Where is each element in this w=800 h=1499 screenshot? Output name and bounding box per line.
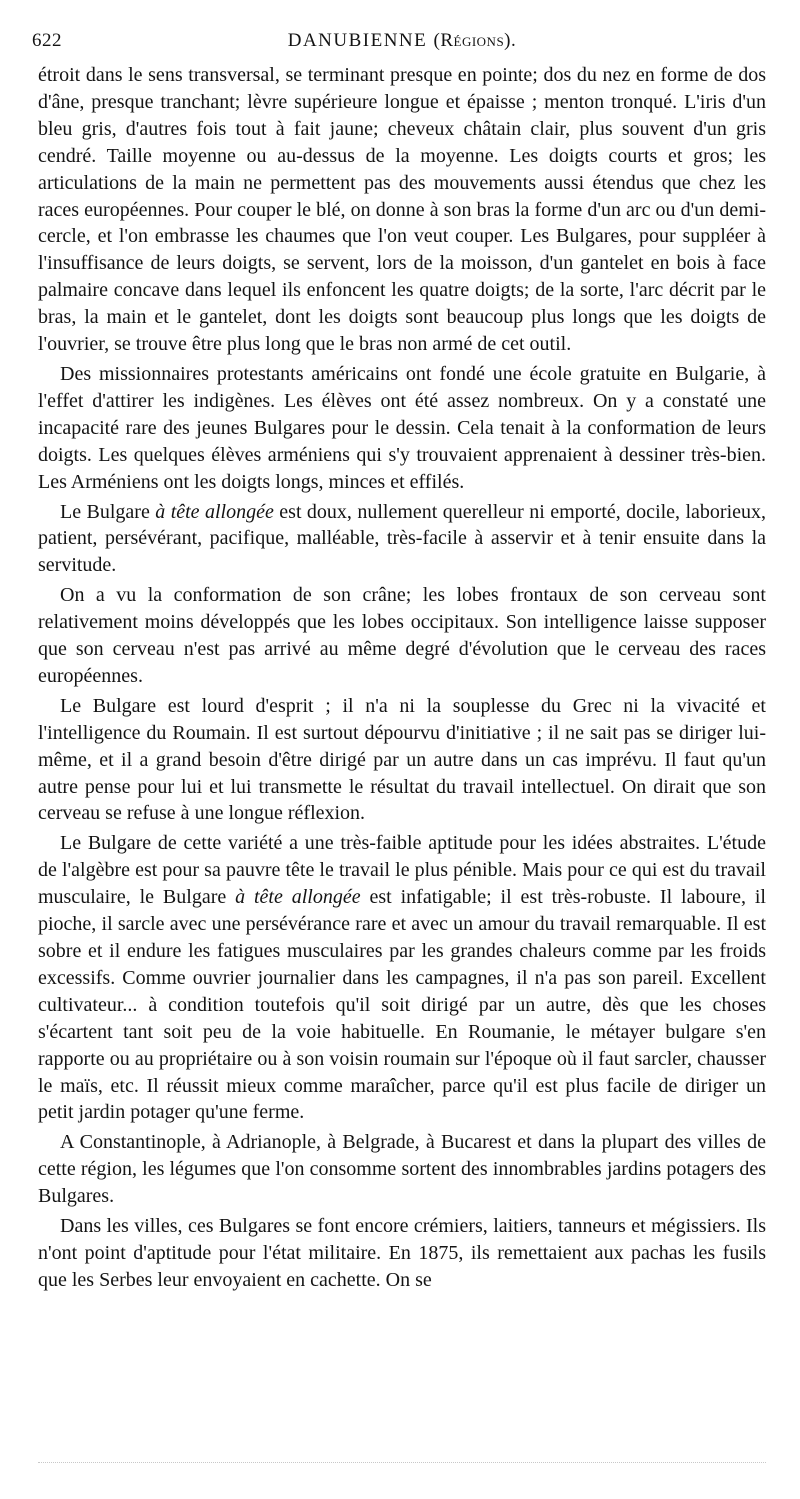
text-run: Le Bulgare de cette variété a une très-faible aptitude pour les idées abstraites. L'étude de l'algèbre est pour sa pauvre tête le travail le plus pénible. Mais pour ce qui est du travail musculaire, le Bulgare <box>38 832 766 909</box>
running-head-subtitle: (Régions). <box>433 30 517 51</box>
page-number: 622 <box>32 30 62 51</box>
page-bottom-rule <box>38 1462 766 1463</box>
text-run: est infatigable; il est très-robuste. Il laboure, il pioche, il sarcle avec une persévérance rare et avec un amour du travail remarquable. Il est sobre et il endure les fatigues musculaires par les grandes chaleurs comme par les froids excessifs. Comme ouvrier journalier dans les campagnes, il n'a pas son pareil. Excellent cultivateur... à condition toutefois qu'il soit dirigé par un autre, dès que les choses s'écartent tant soit peu de la voie habituelle. En Roumanie, le métayer bulgare s'en rapporte ou au propriétaire ou à son voisin roumain sur l'époque où il faut sarcler, chausser le maïs, etc. Il réussit mieux comme maraîcher, parce qu'il est plus facile de diriger un petit jardin potager qu'une ferme. <box>38 886 766 1124</box>
paragraph <box>38 62 766 358</box>
paragraph <box>38 1129 766 1210</box>
text-run: Dans les villes, ces Bulgares se font encore crémiers, laitiers, tanneurs et mégissiers. Ils n'ont point d'aptitude pour l'état militaire. En 1875, ils remettaient aux pachas les fusils que les Serbes leur envoyaient en cachette. On se <box>38 1215 766 1291</box>
paragraph <box>38 830 766 1126</box>
running-head-title: DANUBIENNE <box>287 30 428 51</box>
text-run: est doux, nullement querelleur ni emporté, docile, laborieux, patient, persévérant, pacifique, malléable, très-facile à asservir et à tenir ensuite dans la servitude. <box>38 500 767 577</box>
paragraph <box>38 361 766 496</box>
italic-phrase: à tête allongée <box>235 886 361 909</box>
text-run: étroit dans le sens transversal, se terminant presque en pointe; dos du nez en forme de dos d'âne, presque tranchant; lèvre supérieure longue et épaisse ; menton tronqué. L'iris d'un bleu gris, d'autres fois tout à fait jaune; cheveux châtain clair, plus souvent d'un gris cendré. Taille moyenne ou au-dessus de la moyenne. Les doigts courts et gros; les articulations de la main ne permettent pas des mouvements aussi étendus que chez les races européennes. Pour couper le blé, on donne à son bras la forme d'un arc ou d'un demi-cercle, et l'on embrasse les chaumes que l'on veut couper. Les Bulgares, pour suppléer à l'insuffisance de leurs doigts, se servent, lors de la moisson, d'un gantelet en bois à face palmaire concave dans lequel ils enfoncent les quatre doigts; de la sorte, l'arc décrit par le bras, la main et le gantelet, dont les doigts sont beaucoup plus longs que les doigts de l'ouvrier, se trouve être plus long que le bras non armé de cet outil. <box>38 64 766 356</box>
body-text <box>38 62 766 1294</box>
paragraph <box>38 499 766 580</box>
text-run: A Constantinople, à Adrianople, à Belgrade, à Bucarest et dans la plupart des villes de cette région, les légumes que l'on consomme sortent des innombrables jardins potagers des Bulgares. <box>38 1131 766 1208</box>
text-run: Des missionnaires protestants américains ont fondé une école gratuite en Bulgarie, à l'effet d'attirer les indigènes. Les élèves ont été assez nombreux. On y a constaté une incapacité rare des jeunes Bulgares pour le dessin. Cela tenait à la conformation de leurs doigts. Les quelques élèves arméniens qui s'y trouvaient apprenaient à dessiner très-bien. Les Arméniens ont les doigts longs, minces et effilés. <box>38 362 766 493</box>
text-run: On a vu la conformation de son crâne; les lobes frontaux de son cerveau sont relativement moins développés que les lobes occipitaux. Son intelligence laisse supposer que son cerveau n'est pas arrivé au même degré d'évolution que le cerveau des races européennes. <box>38 584 766 687</box>
paragraph <box>38 582 766 690</box>
italic-phrase: à tête allongée <box>155 500 274 523</box>
paragraph <box>38 1213 766 1294</box>
paragraph <box>38 693 766 828</box>
running-head <box>38 30 766 52</box>
text-run: Le Bulgare est lourd d'esprit ; il n'a ni la souplesse du Grec ni la vivacité et l'intelligence du Roumain. Il est surtout dépourvu d'initiative ; il ne sait pas se diriger lui-même, et il a grand besoin d'être dirigé par un autre dans un cas imprévu. Il faut qu'un autre pense pour lui et lui transmette le résultat du travail intellectuel. On dirait que son cerveau se refuse à une longue réflexion. <box>38 694 766 825</box>
book-page <box>32 28 767 1297</box>
text-run: Le Bulgare <box>60 500 156 523</box>
page-header <box>32 28 766 56</box>
